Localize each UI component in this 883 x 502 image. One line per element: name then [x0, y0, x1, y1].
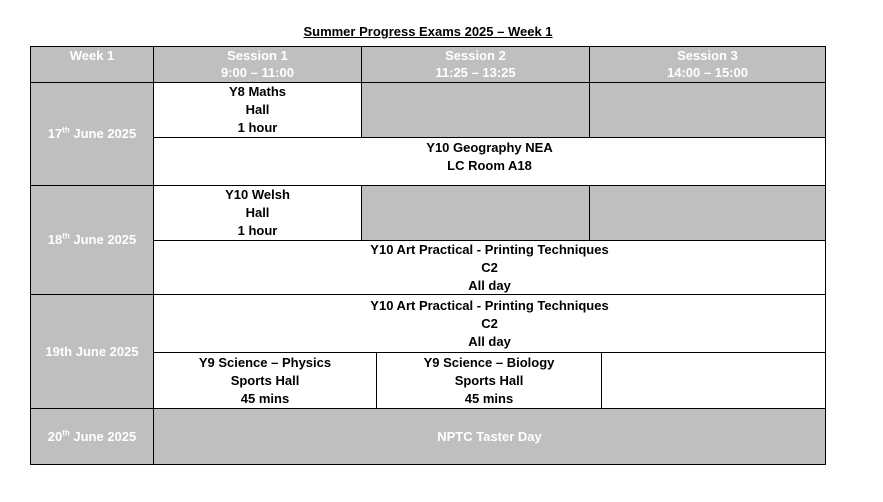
exam-duration: 1 hour [237, 223, 278, 238]
exam-y10-welsh [153, 185, 362, 241]
header-week [30, 46, 154, 83]
exam-duration: All day [468, 333, 511, 349]
exam-room: Sports Hall [454, 372, 524, 388]
exam-subject: Y10 Geography NEA [426, 140, 553, 155]
page-title: Summer Progress Exams 2025 – Week 1 [303, 24, 553, 39]
exam-room: Hall [245, 102, 270, 117]
exam-subject: Y8 Maths [228, 84, 287, 99]
date-18-june [30, 185, 154, 295]
date-17-june [30, 82, 154, 186]
date-label: 18th June 2025 [47, 231, 137, 247]
exam-y10-art-19 [153, 294, 826, 353]
exam-y9-physics [153, 352, 377, 409]
empty-slot [589, 185, 826, 241]
empty-slot [601, 352, 826, 409]
exam-room: Sports Hall [230, 372, 300, 388]
date-label: 20th June 2025 [47, 428, 137, 444]
exam-duration: All day [468, 277, 511, 293]
exam-duration: 1 hour [237, 120, 278, 135]
empty-slot [361, 82, 590, 138]
date-label: 17th June 2025 [47, 125, 137, 141]
exam-room: LC Room A18 [447, 158, 532, 173]
header-session-2 [361, 46, 590, 83]
session-3-time: 14:00 – 15:00 [667, 65, 748, 80]
empty-slot [361, 185, 590, 241]
exam-subject: Y10 Art Practical - Printing Techniques [370, 241, 609, 257]
header-session-1 [153, 46, 362, 83]
exam-subject: Y9 Science – Physics [198, 354, 332, 370]
session-3-name: Session 3 [677, 48, 738, 63]
exam-y10-geography [153, 137, 826, 186]
header-week-label: Week 1 [69, 48, 115, 63]
event-nptc-taster-day [153, 408, 826, 465]
date-label: 19th June 2025 [45, 343, 139, 359]
session-1-name: Session 1 [227, 48, 288, 63]
exam-room: C2 [481, 259, 498, 275]
session-2-time: 11:25 – 13:25 [435, 65, 516, 80]
event-label: NPTC Taster Day [437, 428, 542, 444]
date-19-june [30, 294, 154, 409]
exam-duration: 45 mins [240, 390, 290, 406]
exam-y9-biology [376, 352, 602, 409]
exam-subject: Y10 Art Practical - Printing Techniques [370, 297, 609, 313]
exam-y8-maths [153, 82, 362, 138]
session-1-time: 9:00 – 11:00 [220, 65, 294, 80]
exam-duration: 45 mins [464, 390, 514, 406]
exam-room: Hall [245, 205, 270, 220]
date-20-june [30, 408, 154, 465]
header-session-3 [589, 46, 826, 83]
empty-slot [589, 82, 826, 138]
session-2-name: Session 2 [445, 48, 506, 63]
exam-y10-art-18 [153, 240, 826, 295]
exam-room: C2 [481, 315, 498, 331]
exam-subject: Y9 Science – Biology [423, 354, 555, 370]
exam-subject: Y10 Welsh [225, 187, 290, 202]
